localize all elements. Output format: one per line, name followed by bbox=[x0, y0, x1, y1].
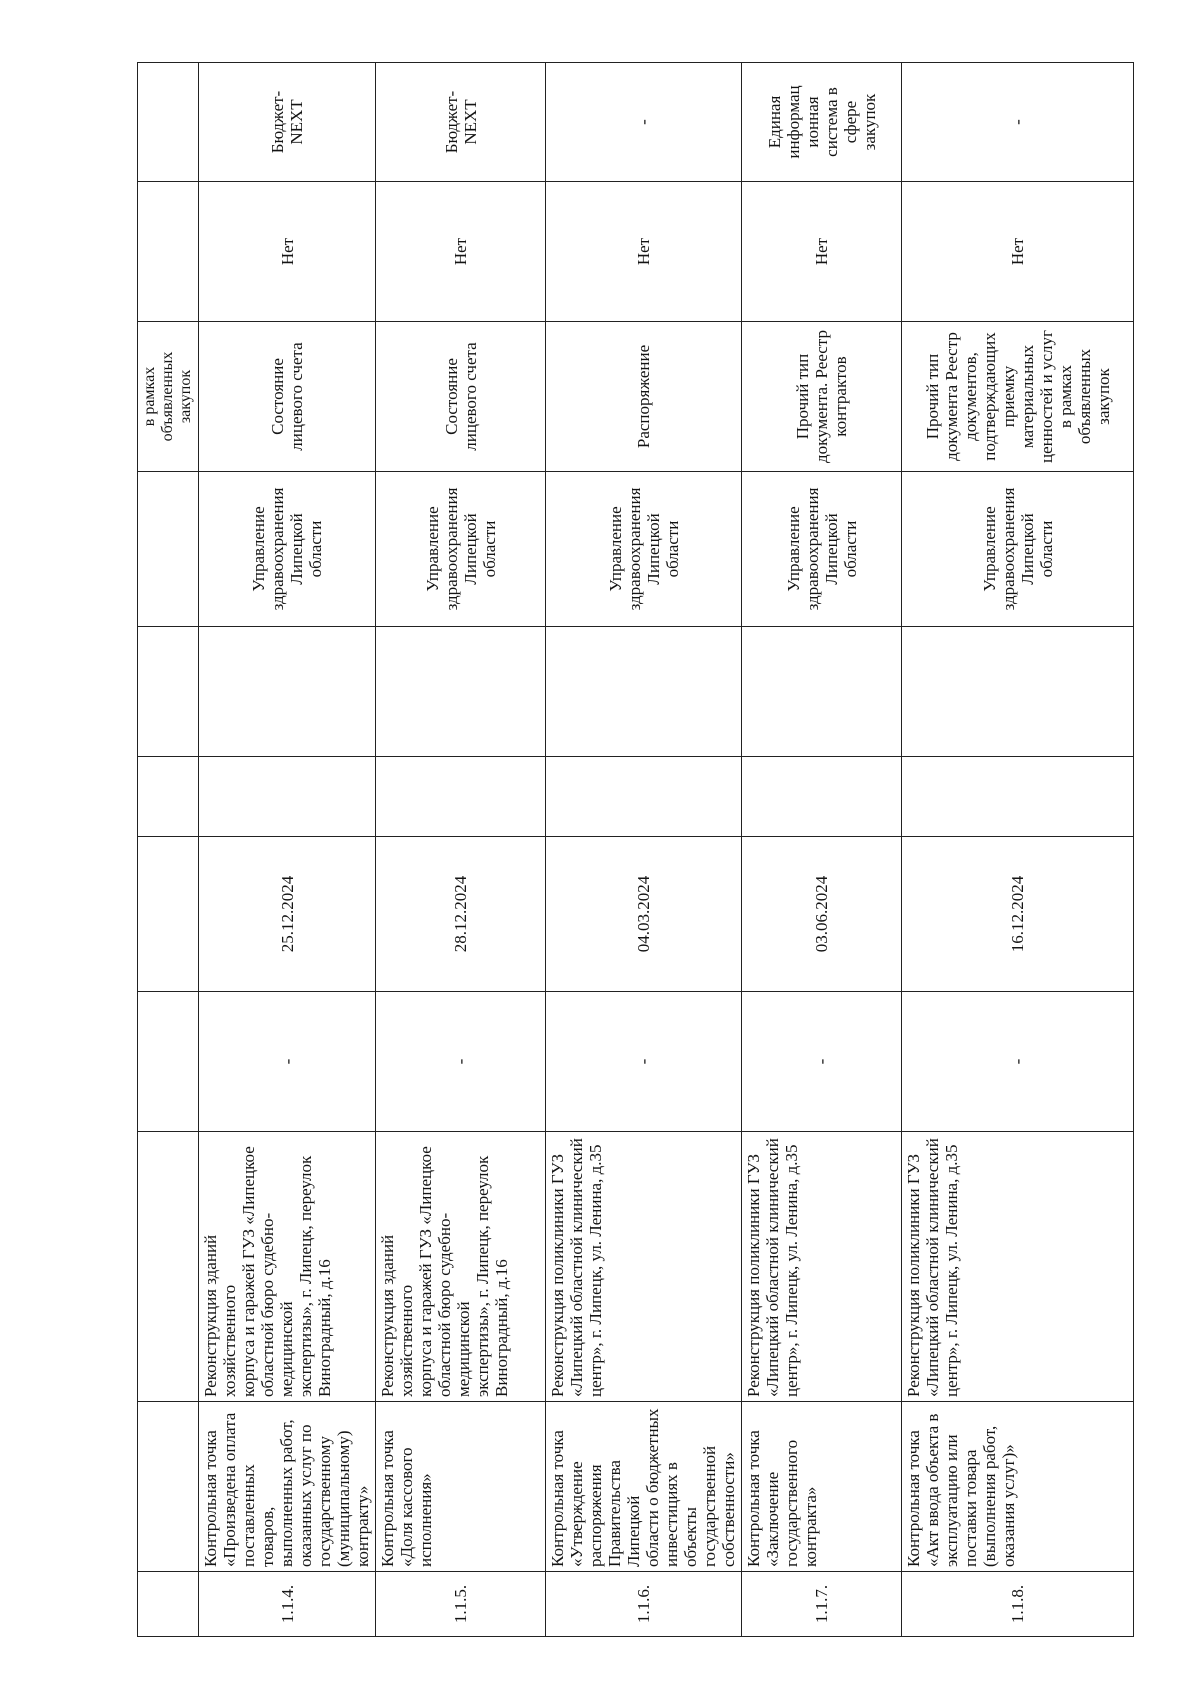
empty-cell bbox=[376, 627, 546, 757]
info-system-cell: Единая информац ионная система в сфере закупок bbox=[742, 63, 902, 182]
object-description: Реконструкция поликлиники ГУЗ «Липецкий областной клинический центр», г. Липецк, ул. Ленина, д.35 bbox=[546, 1132, 742, 1402]
date-cell: 04.03.2024 bbox=[546, 837, 742, 992]
empty-cell bbox=[742, 757, 902, 837]
header-cell bbox=[138, 1572, 199, 1637]
header-cell bbox=[138, 472, 199, 627]
header-cell bbox=[138, 627, 199, 757]
dash-cell: - bbox=[546, 992, 742, 1132]
date-cell: 16.12.2024 bbox=[902, 837, 1134, 992]
table-row bbox=[742, 63, 902, 1637]
info-system-cell: Бюджет- NEXT bbox=[199, 63, 376, 182]
responsible-cell: Управление здравоохранения Липецкой области bbox=[742, 472, 902, 627]
header-cell bbox=[138, 182, 199, 322]
document-type-cell: Состояние лицевого счета bbox=[376, 322, 546, 472]
header-cell bbox=[138, 757, 199, 837]
header-cell bbox=[138, 837, 199, 992]
row-number: 1.1.5. bbox=[376, 1572, 546, 1637]
row-number: 1.1.6. bbox=[546, 1572, 742, 1637]
object-description: Реконструкция зданий хозяйственного корпуса и гаражей ГУЗ «Липецкое областной бюро судебно-медицинской экспертизы», г. Липецк, переулок Виноградный, д.16 bbox=[376, 1132, 546, 1402]
object-description: Реконструкция зданий хозяйственного корпуса и гаражей ГУЗ «Липецкое областной бюро судебно-медицинской экспертизы», г. Липецк, переулок Виноградный, д.16 bbox=[199, 1132, 376, 1402]
responsible-cell: Управление здравоохранения Липецкой области bbox=[902, 472, 1134, 627]
control-point-name: Контрольная точка «Произведена оплата поставленных товаров, выполненных работ, оказанных услуг по государственному (муниципальному) контракту» bbox=[199, 1402, 376, 1572]
table-header-row bbox=[138, 63, 199, 1637]
table-row bbox=[199, 63, 376, 1637]
flag-cell: Нет bbox=[742, 182, 902, 322]
empty-cell bbox=[199, 627, 376, 757]
empty-cell bbox=[199, 757, 376, 837]
info-system-cell: - bbox=[546, 63, 742, 182]
dash-cell: - bbox=[199, 992, 376, 1132]
control-point-name: Контрольная точка «Доля кассового исполнения» bbox=[376, 1402, 546, 1572]
document-type-cell: Прочий тип документа. Реестр контрактов bbox=[742, 322, 902, 472]
document-type-cell: Состояние лицевого счета bbox=[199, 322, 376, 472]
header-cell-procurement: в рамках объявленных закупок bbox=[138, 322, 199, 472]
date-cell: 25.12.2024 bbox=[199, 837, 376, 992]
empty-cell bbox=[546, 757, 742, 837]
table-row bbox=[546, 63, 742, 1637]
date-cell: 03.06.2024 bbox=[742, 837, 902, 992]
object-description: Реконструкция поликлиники ГУЗ «Липецкий областной клинический центр», г. Липецк, ул. Ленина, д.35 bbox=[742, 1132, 902, 1402]
header-cell bbox=[138, 1402, 199, 1572]
info-system-cell: - bbox=[902, 63, 1134, 182]
control-point-name: Контрольная точка «Акт ввода объекта в эксплуатацию или поставки товара (выполнения работ, оказания услуг)» bbox=[902, 1402, 1134, 1572]
empty-cell bbox=[742, 627, 902, 757]
flag-cell: Нет bbox=[199, 182, 376, 322]
dash-cell: - bbox=[742, 992, 902, 1132]
header-cell bbox=[138, 992, 199, 1132]
responsible-cell: Управление здравоохранения Липецкой области bbox=[546, 472, 742, 627]
flag-cell: Нет bbox=[376, 182, 546, 322]
responsible-cell: Управление здравоохранения Липецкой области bbox=[199, 472, 376, 627]
empty-cell bbox=[902, 627, 1134, 757]
table-row bbox=[376, 63, 546, 1637]
control-point-name: Контрольная точка «Утверждение распоряжения Правительства Липецкой области о бюджетных инвестициях в объекты государственной собственности» bbox=[546, 1402, 742, 1572]
control-points-table bbox=[137, 62, 1134, 1637]
empty-cell bbox=[546, 627, 742, 757]
document-type-cell: Распоряжение bbox=[546, 322, 742, 472]
info-system-cell: Бюджет- NEXT bbox=[376, 63, 546, 182]
object-description: Реконструкция поликлиники ГУЗ «Липецкий областной клинический центр», г. Липецк, ул. Ленина, д.35 bbox=[902, 1132, 1134, 1402]
empty-cell bbox=[376, 757, 546, 837]
row-number: 1.1.7. bbox=[742, 1572, 902, 1637]
control-point-name: Контрольная точка «Заключение государственного контракта» bbox=[742, 1402, 902, 1572]
flag-cell: Нет bbox=[902, 182, 1134, 322]
responsible-cell: Управление здравоохранения Липецкой области bbox=[376, 472, 546, 627]
row-number: 1.1.8. bbox=[902, 1572, 1134, 1637]
header-cell bbox=[138, 63, 199, 182]
flag-cell: Нет bbox=[546, 182, 742, 322]
dash-cell: - bbox=[902, 992, 1134, 1132]
header-cell bbox=[138, 1132, 199, 1402]
date-cell: 28.12.2024 bbox=[376, 837, 546, 992]
empty-cell bbox=[902, 757, 1134, 837]
dash-cell: - bbox=[376, 992, 546, 1132]
row-number: 1.1.4. bbox=[199, 1572, 376, 1637]
table-row bbox=[902, 63, 1134, 1637]
document-type-cell: Прочий тип документа Реестр документов, подтверждающих приемку материальных ценностей и услуг в рамках объявленных закупок bbox=[902, 322, 1134, 472]
rotated-table-page bbox=[137, 63, 1113, 1637]
